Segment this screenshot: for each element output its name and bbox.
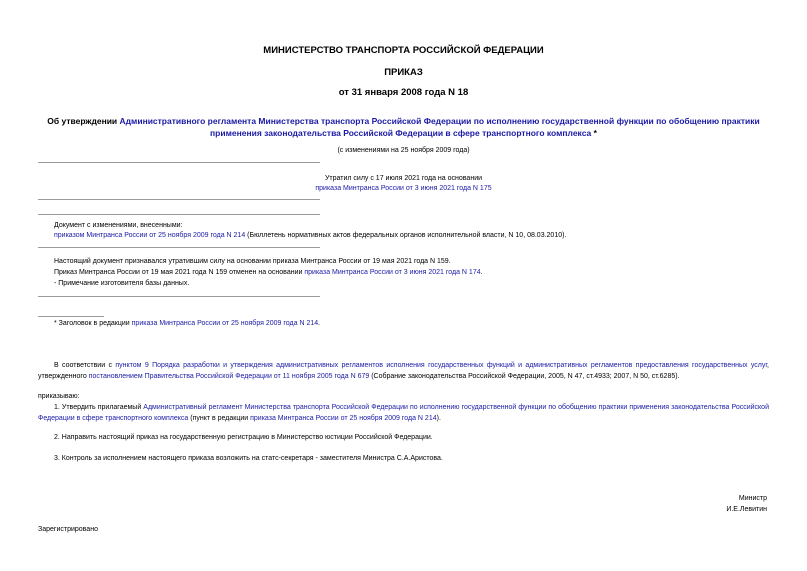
title-prefix: Об утверждении (47, 116, 120, 126)
footnote (54, 320, 320, 327)
divider (38, 162, 320, 163)
signature-name: И.Е.Левитин (726, 506, 767, 513)
footnote-end: . (318, 320, 321, 327)
changes-label: Документ с изменениями, внесенными: (54, 222, 183, 229)
footnote-divider (38, 316, 104, 317)
footnote-order-link[interactable]: приказа Минтранса России от 25 ноября 2009 года N 214 (131, 320, 319, 327)
admin-regulation-link[interactable]: Административный регламент Министерства транспорта Российской Федерации по исполнению государственной функции по обобщению практики применения законодательства Российской Федерации в сфере транспортного комплекса (38, 404, 769, 422)
cancellation-order-link[interactable]: приказа Минтранса России от 3 июня 2021 года N 174 (304, 269, 481, 276)
ministry-heading: МИНИСТЕРСТВО ТРАНСПОРТА РОССИЙСКОЙ ФЕДЕРАЦИИ (263, 45, 544, 56)
title-suffix: * (591, 128, 597, 138)
expired-note: Утратил силу с 17 июля 2021 года на основании (324, 175, 483, 182)
signature-position: Министр (738, 495, 767, 502)
cancellation-note (54, 269, 483, 276)
registered-label: Зарегистрировано (38, 526, 98, 533)
changes-line (54, 232, 566, 239)
document-title (40, 115, 767, 139)
database-note: - Примечание изготовителя базы данных. (54, 280, 190, 287)
divider (38, 199, 320, 200)
divider (38, 214, 320, 215)
item-3: 3. Контроль за исполнением настоящего приказа возложить на статс-секретаря - заместителя Министра С.А.Аристова. (54, 455, 443, 462)
document-date-number: от 31 января 2008 года N 18 (338, 87, 469, 98)
title-link[interactable]: Административного регламента Министерства транспорта Российской Федерации по исполнению государственной функции по обобщению практики применения законодательства Российской Федерации в сфере транспортного комплекса (119, 116, 760, 138)
footnote-text: * Заголовок в редакции (54, 320, 132, 327)
preamble-text-c: (Собрание законодательства Российской Федерации, 2005, N 47, ст.4933; 2007, N 50, ст.6285). (369, 372, 680, 380)
item-1-text-a: 1. Утвердить прилагаемый (54, 404, 144, 411)
changes-source: (Бюллетень нормативных актов федеральных органов исполнительной власти, N 10, 08.03.2010). (245, 232, 567, 239)
government-decree-link[interactable]: постановлением Правительства Российской Федерации от 11 ноября 2005 года N 679 (88, 372, 370, 380)
item-1-text-b: (пункт в редакции (188, 414, 251, 422)
preamble-text-b: , утвержденного (38, 362, 769, 380)
preamble-text-a: В соответствии с (54, 362, 116, 369)
cancellation-end: . (480, 269, 483, 276)
changes-order-link[interactable]: приказом Минтранса России от 25 ноября 2009 года N 214 (54, 232, 246, 239)
item-2: 2. Направить настоящий приказ на государственную регистрацию в Министерство юстиции Российской Федерации. (54, 434, 433, 441)
item-1 (38, 403, 769, 424)
divider (38, 247, 320, 248)
order-word: приказываю: (38, 393, 80, 400)
invalidation-note: Настоящий документ признавался утратившим силу на основании приказа Минтранса России от 19 мая 2021 года N 159. (54, 258, 451, 265)
revision-note: (с изменениями на 25 ноября 2009 года) (337, 147, 470, 154)
item-1-amendment-link[interactable]: приказа Минтранса России от 25 ноября 2009 года N 214 (250, 414, 437, 422)
cancellation-text: Приказ Минтранса России от 19 мая 2021 года N 159 отменен на основании (54, 269, 305, 276)
expired-order-link[interactable]: приказа Минтранса России от 3 июня 2021 года N 175 (315, 185, 492, 192)
document-type: ПРИКАЗ (384, 67, 423, 78)
regulation-procedure-link[interactable]: пунктом 9 Порядка разработки и утверждения административных регламентов исполнения государственных функций и административных регламентов предоставления государственных услуг (115, 362, 768, 369)
divider (38, 296, 320, 297)
item-1-text-c: ). (436, 414, 441, 422)
preamble-paragraph (38, 361, 769, 382)
